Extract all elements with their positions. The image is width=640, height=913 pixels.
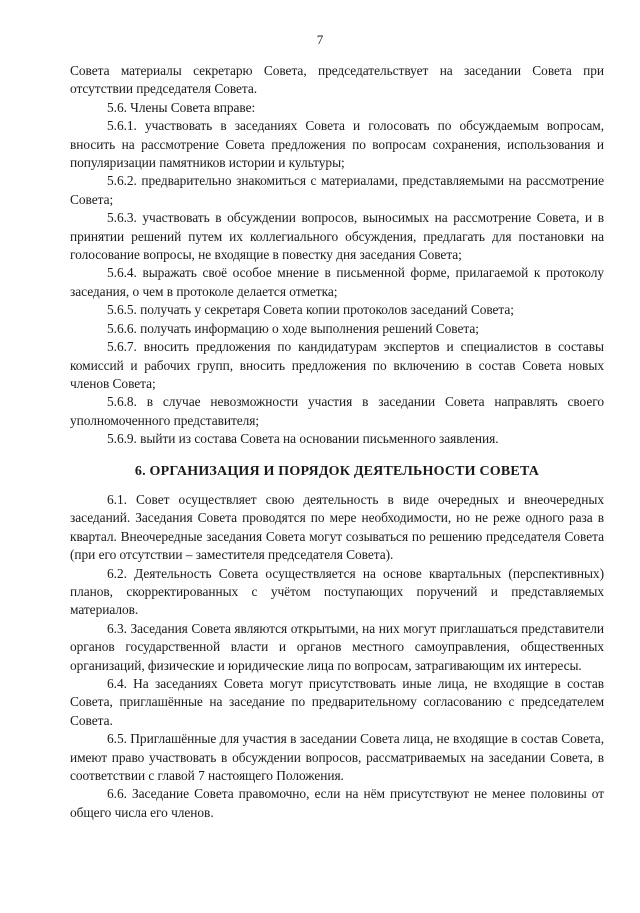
paragraph-6-1: 6.1. Совет осуществляет свою деятельность в виде очередных и внеочередных заседаний. Заседания Совета проводятся по мере необходимости, но не реже одного раза в квартал. Внеочередные заседания Совета могут созываться по решению председателя Совета (при его отсутствии – заместителя председателя Совета). [70, 491, 604, 563]
paragraph-5-6-3: 5.6.3. участвовать в обсуждении вопросов, выносимых на рассмотрение Совета, и в принятии решений путем их коллегиального обсуждения, предлагать для постановки на голосование вопросы, не входящие в повестку дня заседания Совета; [70, 210, 604, 263]
document-body [70, 62, 604, 822]
paragraph-5-6-6: 5.6.6. получать информацию о ходе выполнения решений Совета; [107, 320, 479, 336]
paragraph-5-6-1: 5.6.1. участвовать в заседаниях Совета и голосовать по обсуждаемым вопросам, вносить на рассмотрение Совета предложения по вопросам сохранения, использования и популяризации памятников истории и культуры; [70, 118, 604, 171]
paragraph-5-6-5: 5.6.5. получать у секретаря Совета копии протоколов заседаний Совета; [107, 302, 514, 318]
paragraph-5-6-4: 5.6.4. выражать своё особое мнение в письменной форме, прилагаемой к протоколу заседания, о чем в протоколе делается отметка; [70, 265, 604, 299]
section-heading: 6. ОРГАНИЗАЦИЯ И ПОРЯДОК ДЕЯТЕЛЬНОСТИ СОВЕТА [134, 463, 540, 479]
paragraph-5-6-2: 5.6.2. предварительно знакомиться с материалами, представляемыми на рассмотрение Совета; [70, 173, 604, 207]
paragraph-6-4: 6.4. На заседаниях Совета могут присутствовать иные лица, не входящие в состав Совета, приглашённые на заседание по предварительному согласованию с председателем Совета. [70, 676, 604, 728]
paragraph-5-6-9: 5.6.9. выйти из состава Совета на основании письменного заявления. [107, 431, 499, 447]
page-number: 7 [316, 32, 324, 47]
paragraph-5-6-8: 5.6.8. в случае невозможности участия в заседании Совета направлять своего уполномоченного представителя; [70, 394, 604, 428]
paragraph-continuation: Совета материалы секретарю Совета, председательствует на заседании Совета при отсутствии председателя Совета. [70, 63, 604, 97]
paragraph-6-2: 6.2. Деятельность Совета осуществляется на основе квартальных (перспективных) планов, скорректированных с учётом поступающих поручений и представляемых материалов. [70, 565, 604, 618]
paragraph-6-6: 6.6. Заседание Совета правомочно, если на нём присутствуют не менее половины от общего числа его членов. [70, 786, 604, 820]
paragraph-6-5: 6.5. Приглашённые для участия в заседании Совета лица, не входящие в состав Совета, имеют право участвовать в обсуждении вопросов, рассматриваемых на заседании Совета, в соответствии с главой 7 настоящего Положения. [70, 731, 604, 784]
paragraph-6-3: 6.3. Заседания Совета являются открытыми, на них могут приглашаться представители органов государственной власти и органов местного самоуправления, общественных организаций, физические и юридические лица по вопросам, затрагивающим их интересы. [70, 620, 604, 673]
paragraph-5-6-7: 5.6.7. вносить предложения по кандидатурам экспертов и специалистов в составы комиссий и рабочих групп, вносить предложения по включению в состав Совета новых членов Совета; [70, 339, 604, 391]
paragraph-5-6: 5.6. Члены Совета вправе: [107, 99, 256, 115]
